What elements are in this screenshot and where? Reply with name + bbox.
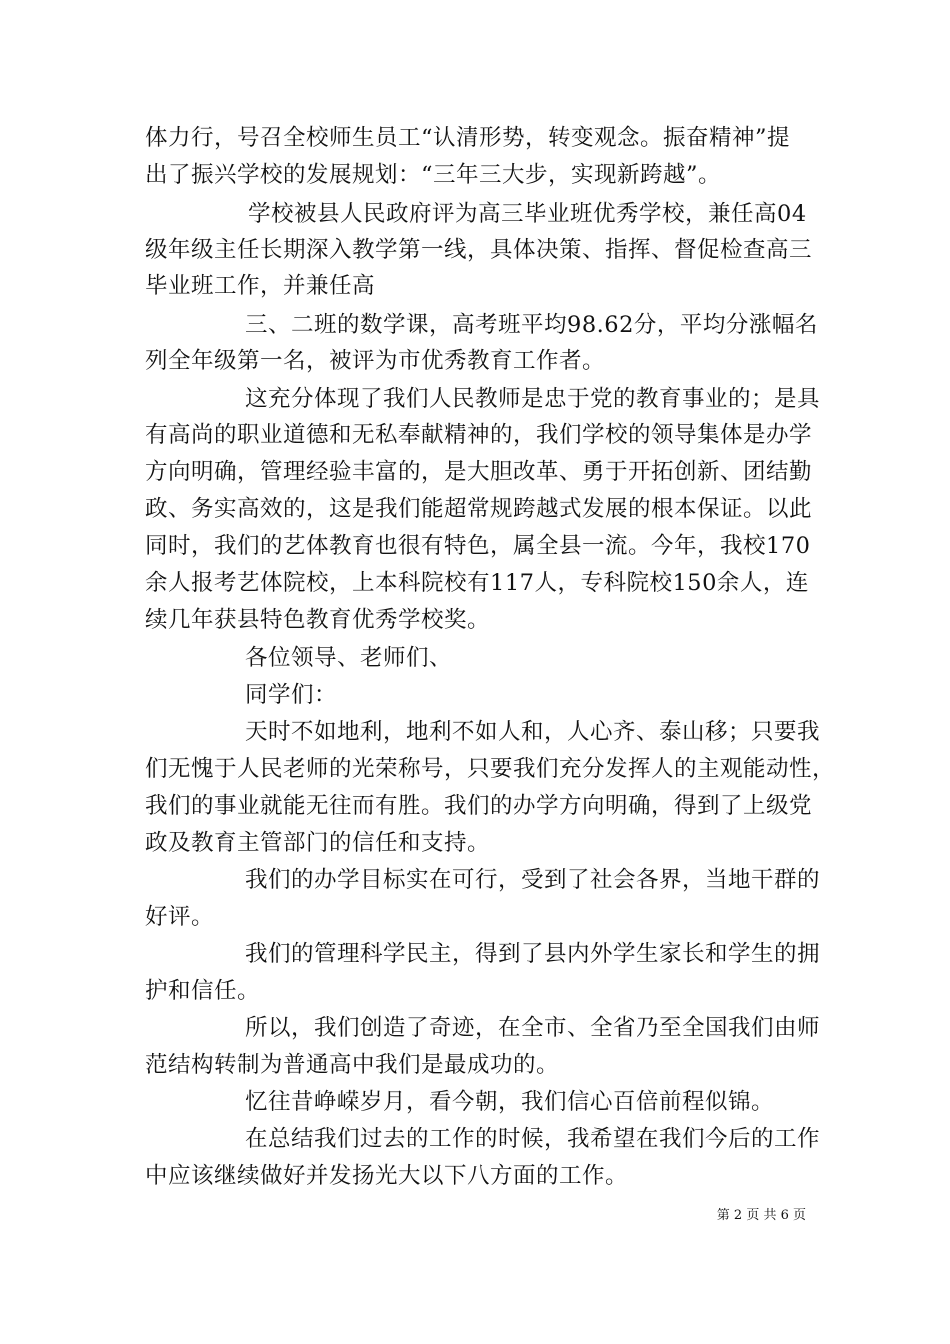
text-line: 范结构转制为普通高中我们是最成功的。 bbox=[145, 1052, 560, 1078]
text-line: 这充分体现了我们人民教师是忠于党的教育事业的；是具 bbox=[245, 386, 821, 412]
text-line: 毕业班工作，并兼任高 bbox=[145, 273, 376, 299]
text-line: 在总结我们过去的工作的时候，我希望在我们今后的工作 bbox=[245, 1126, 821, 1152]
text-line: 我们的事业就能无往而有胜。我们的办学方向明确，得到了上级党 bbox=[145, 793, 813, 819]
text-line: 护和信任。 bbox=[145, 978, 261, 1004]
text-line: 同学们： bbox=[245, 682, 338, 708]
text-line: 续几年获县特色教育优秀学校奖。 bbox=[145, 607, 491, 633]
text-line: 同时，我们的艺体教育也很有特色，属全县一流。今年，我校170 bbox=[145, 533, 811, 559]
text-line: 学校被县人民政府评为高三毕业班优秀学校，兼任高04 bbox=[248, 201, 807, 227]
text-line: 我们的办学目标实在可行，受到了社会各界，当地干群的 bbox=[245, 867, 821, 893]
text-line: 方向明确，管理经验丰富的，是大胆改革、勇于开拓创新、团结勤 bbox=[145, 459, 813, 485]
text-line: 体力行，号召全校师生员工“认清形势，转变观念。振奋精神”提 bbox=[145, 125, 791, 151]
text-line: 级年级主任长期深入教学第一线，具体决策、指挥、督促检查高三 bbox=[145, 237, 813, 263]
text-line: 忆往昔峥嵘岁月，看今朝，我们信心百倍前程似锦。 bbox=[245, 1089, 775, 1115]
text-line: 们无愧于人民老师的光荣称号，只要我们充分发挥人的主观能动性， bbox=[145, 756, 836, 782]
text-line: 各位领导、老师们、 bbox=[245, 645, 453, 671]
page-number: 第 2 页 共 6 页 bbox=[716, 1208, 806, 1223]
text-line: 天时不如地利，地利不如人和，人心齐、泰山移；只要我 bbox=[245, 719, 821, 745]
text-line: 政、务实高效的，这是我们能超常规跨越式发展的根本保证。以此 bbox=[145, 496, 813, 522]
text-line: 余人报考艺体院校，上本科院校有117人，专科院校150余人，连 bbox=[145, 570, 809, 596]
text-line: 所以，我们创造了奇迹，在全市、全省乃至全国我们由师 bbox=[245, 1015, 821, 1041]
text-line: 我们的管理科学民主，得到了县内外学生家长和学生的拥 bbox=[245, 941, 821, 967]
text-line: 好评。 bbox=[145, 904, 215, 930]
text-line: 中应该继续做好并发扬光大以下八方面的工作。 bbox=[145, 1163, 629, 1189]
text-line: 出了振兴学校的发展规划：“三年三大步，实现新跨越”。 bbox=[145, 162, 722, 188]
text-line: 三、二班的数学课，高考班平均98.62分，平均分涨幅名 bbox=[245, 312, 818, 338]
text-line: 列全年级第一名，被评为市优秀教育工作者。 bbox=[145, 348, 606, 374]
text-line: 有高尚的职业道德和无私奉献精神的，我们学校的领导集体是办学 bbox=[145, 422, 813, 448]
text-line: 政及教育主管部门的信任和支持。 bbox=[145, 830, 491, 856]
